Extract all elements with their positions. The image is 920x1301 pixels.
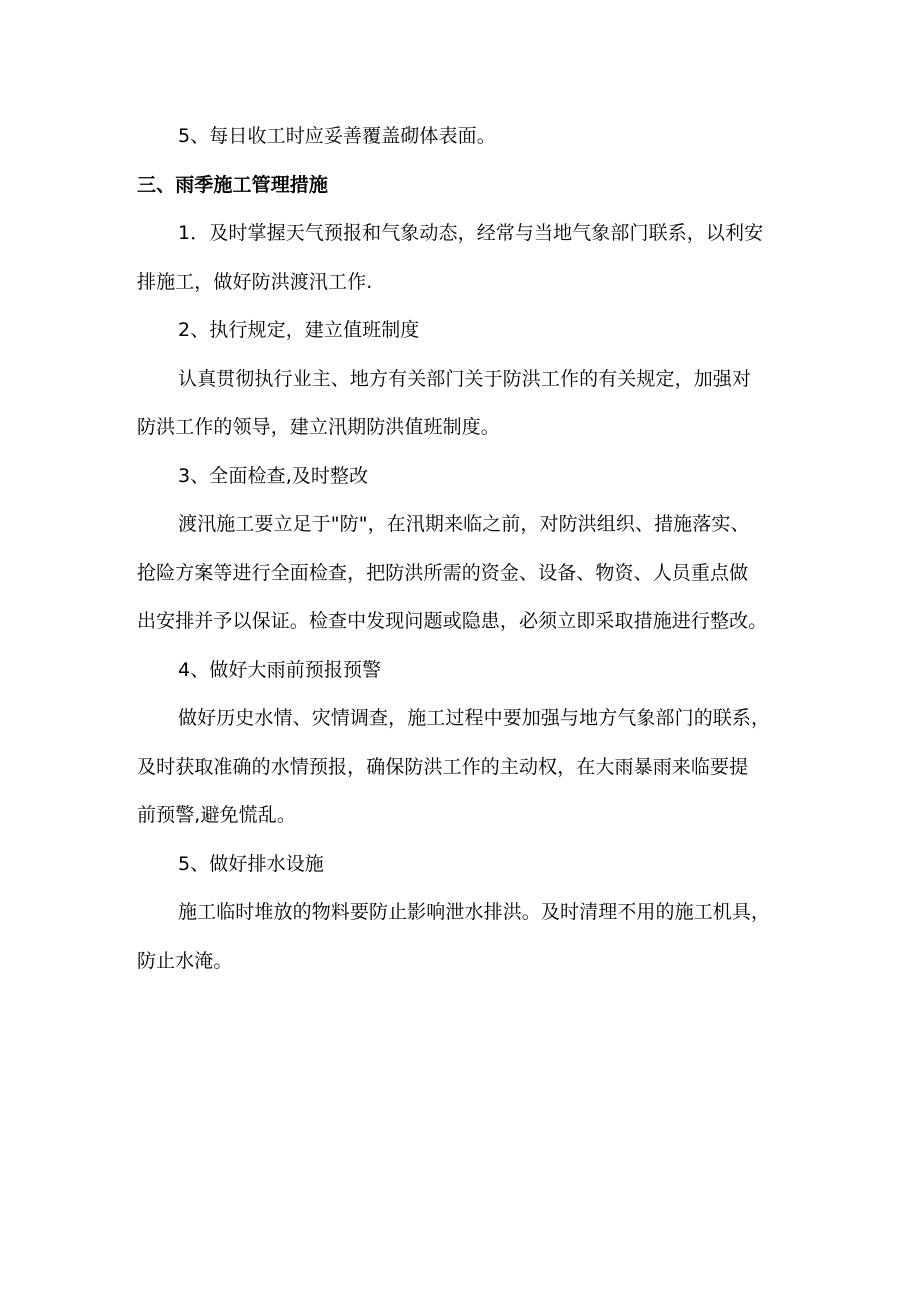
section-heading-rainy-season: 三、雨季施工管理措施 (137, 173, 329, 196)
paragraph-weather-line-1: 1．及时掌握天气预报和气象动态，经常与当地气象部门联系，以利安 (178, 222, 764, 244)
paragraph-inspection-line-3: 出安排并予以保证。检查中发现问题或隐患，必须立即采取措施进行整改。 (137, 610, 768, 632)
paragraph-inspection-line-2: 抢险方案等进行全面检查，把防洪所需的资金、设备、物资、人员重点做 (137, 561, 749, 584)
paragraph-warning-line-3: 前预警,避免慌乱。 (137, 804, 296, 826)
paragraph-drainage-line-2: 防止水淹。 (137, 949, 233, 972)
subheading-inspection: 3、全面检查,及时整改 (178, 464, 369, 487)
subheading-drainage: 5、做好排水设施 (178, 852, 324, 875)
document-body (137, 112, 797, 985)
subheading-early-warning: 4、做好大雨前预报预警 (178, 658, 382, 681)
list-item-cover-masonry: 5、每日收工时应妥善覆盖砌体表面。 (178, 125, 496, 147)
paragraph-warning-line-1: 做好历史水情、灾情调查，施工过程中要加强与地方气象部门的联系， (178, 707, 771, 729)
paragraph-drainage-line-1: 施工临时堆放的物料要防止影响泄水排洪。及时清理不用的施工机具， (178, 901, 771, 923)
paragraph-duty-line-2: 防洪工作的领导，建立汛期防洪值班制度。 (137, 416, 500, 438)
paragraph-weather-line-2: 排施工，做好防洪渡汛工作. (137, 270, 373, 293)
paragraph-inspection-line-1: 渡汛施工要立足于"防"，在汛期来临之前，对防洪组织、措施落实、 (178, 513, 750, 535)
paragraph-warning-line-2: 及时获取准确的水情预报，确保防洪工作的主动权，在大雨暴雨来临要提 (137, 755, 749, 778)
paragraph-duty-line-1: 认真贯彻执行业主、地方有关部门关于防洪工作的有关规定，加强对 (178, 367, 752, 390)
subheading-duty-system: 2、执行规定，建立值班制度 (178, 319, 420, 341)
